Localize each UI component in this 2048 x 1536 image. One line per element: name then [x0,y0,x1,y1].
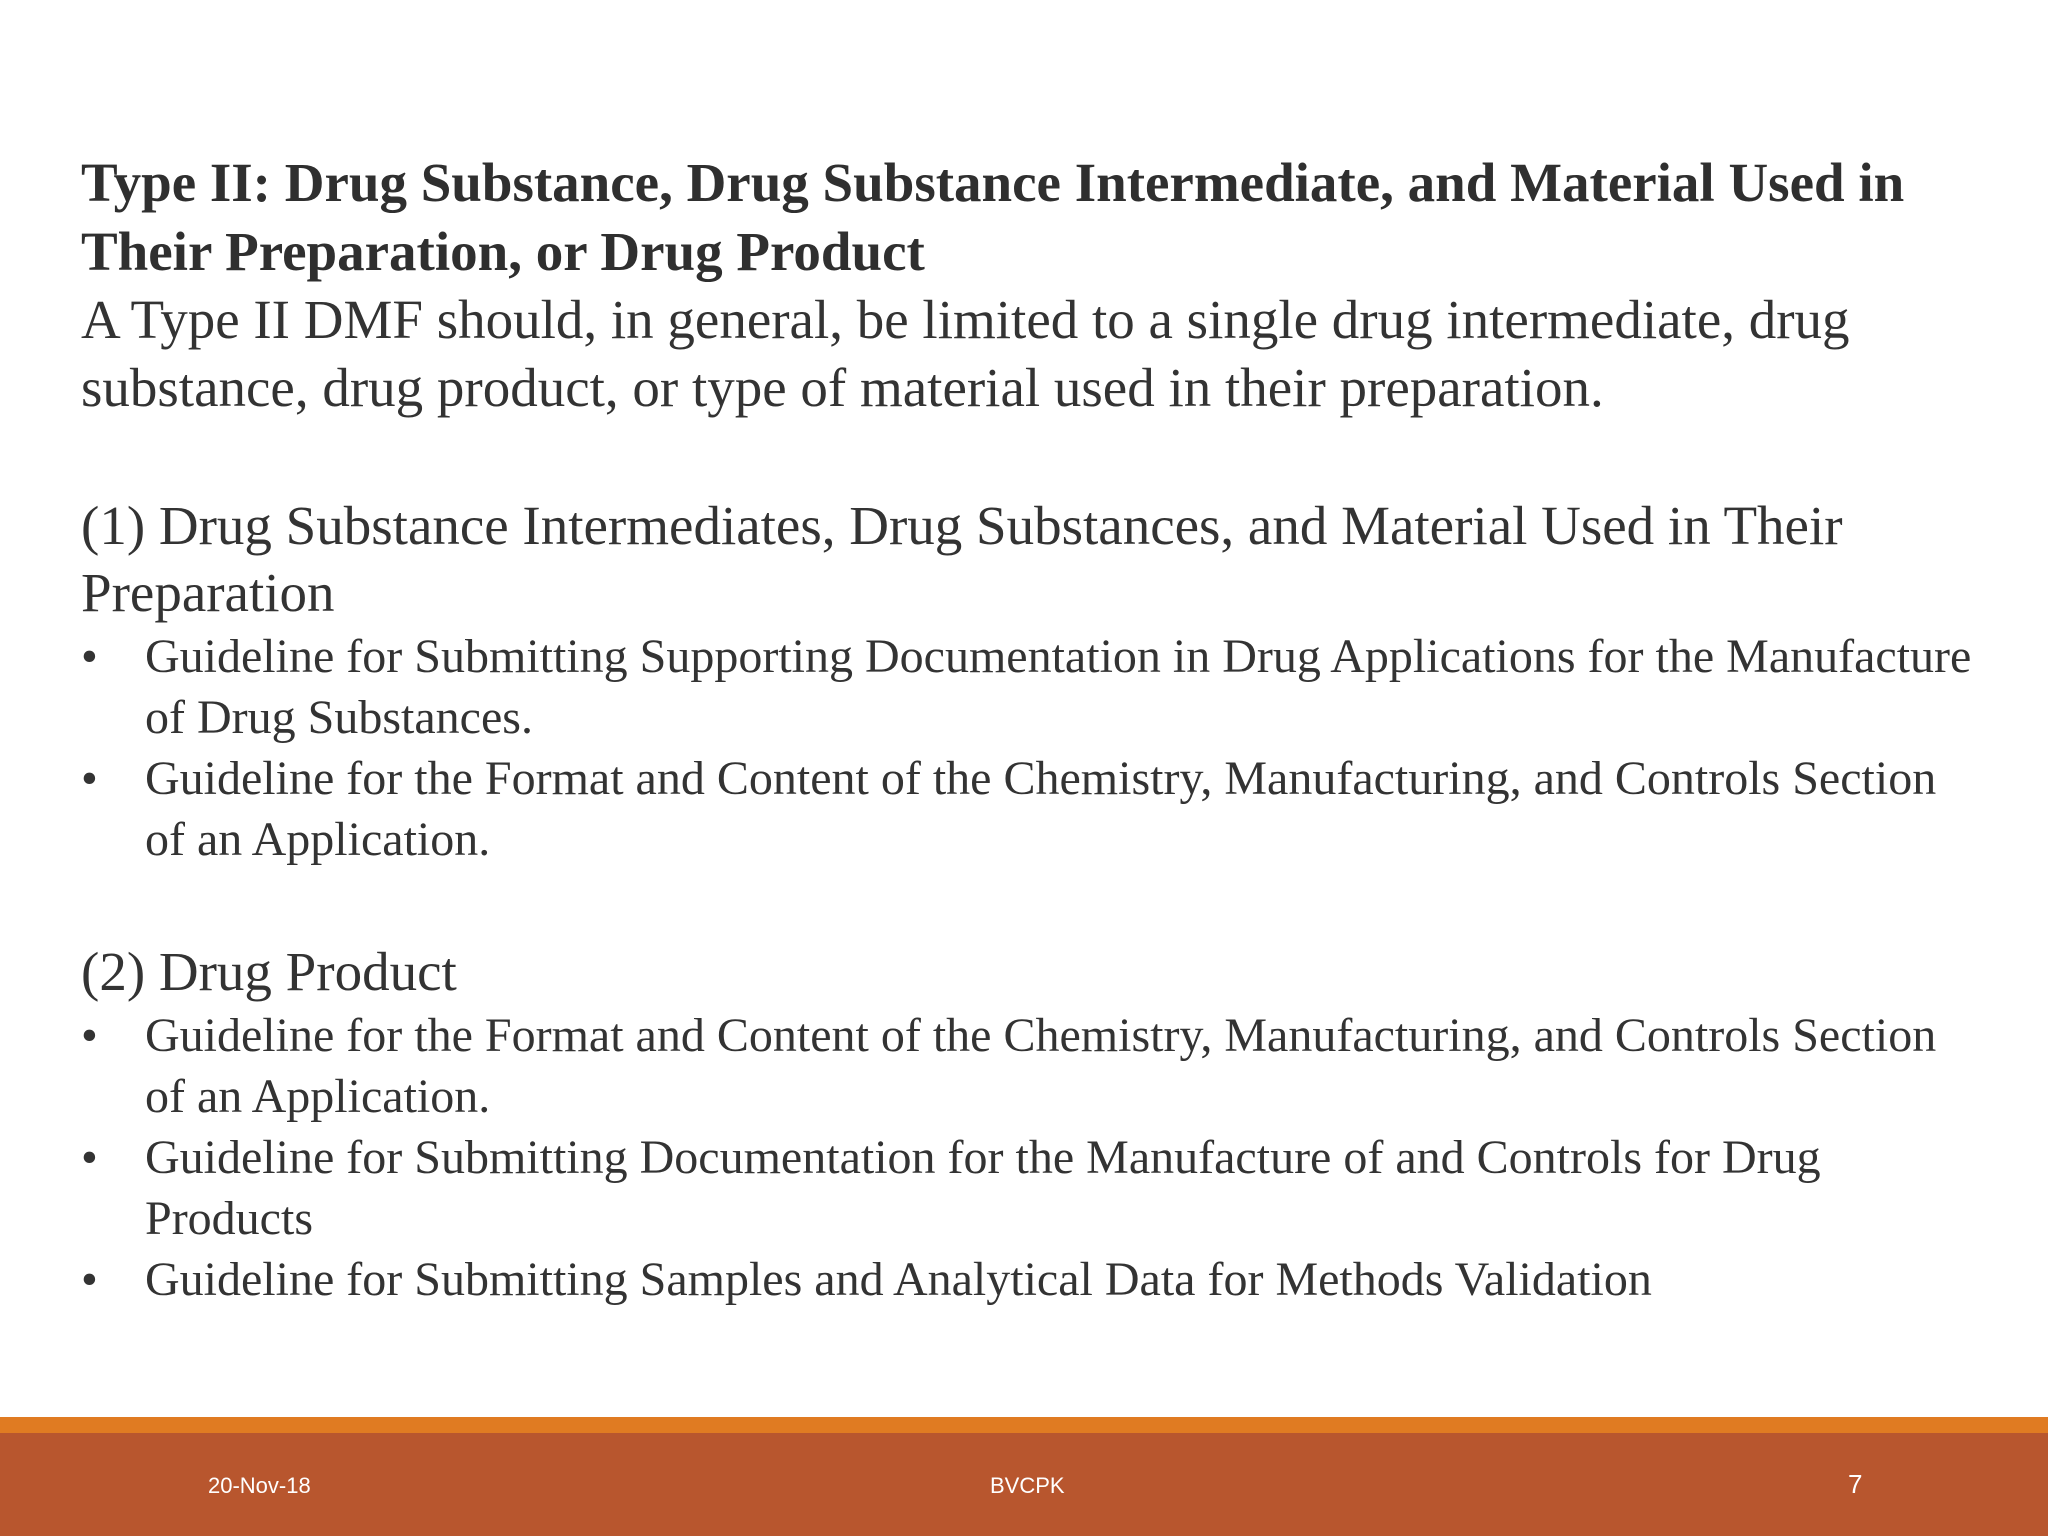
bullet-icon: • [81,1131,98,1184]
list-item-text: Guideline for Submitting Samples and Analytical Data for Methods Validation [145,1253,1652,1306]
list-item-text: Guideline for the Format and Content of the Chemistry, Manufacturing, and Controls Section of an Application. [145,752,1937,866]
footer-center-text: BVCPK [990,1473,1065,1498]
list-item [81,1127,1981,1249]
spacer [81,870,1981,938]
list-item [81,1249,1981,1310]
footer-accent-line [0,1417,2048,1433]
intro-paragraph: A Type II DMF should, in general, be limited to a single drug intermediate, drug substance, drug product, or type of material used in their preparation. [81,289,1850,418]
bullet-icon: • [81,1253,98,1306]
section-1-title: (1) Drug Substance Intermediates, Drug Substances, and Material Used in Their Preparation [81,495,1843,623]
bullet-icon: • [81,630,98,683]
section-1-list [81,626,1981,870]
bullet-icon: • [81,752,98,805]
section-2-list [81,1005,1981,1310]
list-item [81,626,1981,748]
slide-content [81,148,1981,1310]
page-number: 7 [1848,1469,1863,1499]
slide-footer [0,1433,2048,1536]
list-item-text: Guideline for Submitting Documentation for the Manufacture of and Controls for Drug Products [145,1131,1821,1245]
list-item-text: Guideline for the Format and Content of the Chemistry, Manufacturing, and Controls Section of an Application. [145,1009,1937,1123]
spacer [81,422,1981,492]
slide-heading: Type II: Drug Substance, Drug Substance Intermediate, and Material Used in Their Preparation, or Drug Product [81,152,1905,282]
list-item [81,748,1981,870]
section-2-title: (2) Drug Product [81,941,457,1002]
footer-date: 20-Nov-18 [208,1473,311,1498]
bullet-icon: • [81,1009,98,1062]
list-item-text: Guideline for Submitting Supporting Documentation in Drug Applications for the Manufacture of Drug Substances. [145,630,1972,744]
list-item [81,1005,1981,1127]
